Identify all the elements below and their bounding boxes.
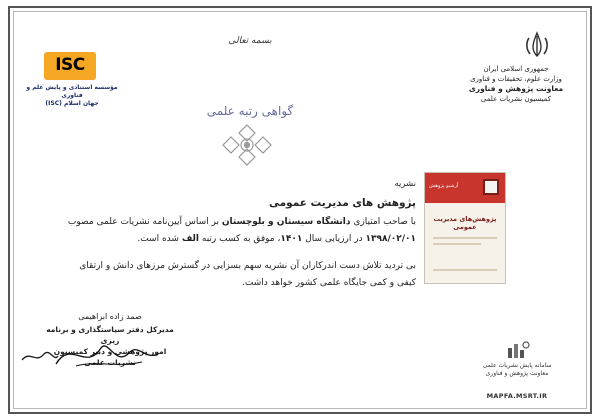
ornament-icon [218,122,276,168]
isc-caption [26,84,118,108]
body-line-2-c: شده است. [137,234,179,244]
bismillah-calligraphy: بسمه تعالی [228,36,272,46]
cover-title: پژوهش‌های مدیریت عمومی [433,215,497,231]
body-para2-line-1: بی تردید تلاش دست اندرکاران آن نشریه سهم بسزایی در گسترش مرزهای دانش و ارتقای [79,261,416,271]
ministry-line-3: معاونت پژوهش و فناوری [468,84,564,93]
paragraph-gap [36,248,416,258]
ministry-line-1: جمهوری اسلامی ایران [483,65,549,73]
body-line-1 [36,214,416,231]
iran-emblem-icon [522,30,552,60]
isc-logo [44,52,96,80]
footer-caption-line-1: سامانه پایش نشریات علمی [482,362,552,369]
footer-caption [464,362,570,378]
university-name: دانشگاه سیستان و بلوچستان [221,217,351,227]
ministry-line-2: وزارت علوم، تحقیقات و فناوری [470,75,562,83]
body-line-2-b: ، موفق به کسب رتبه [201,234,281,244]
body-line-2 [36,231,416,248]
body-para2-line-2: کیفی و کمی جایگاه علمی کشور خواهد داشت. [242,278,416,288]
signatory-name: صمد زاده ابراهیمی [78,312,142,321]
certificate-body [36,176,416,292]
cover-line [433,237,497,239]
journal-cover-image [424,172,506,284]
isc-logo-text: ISC [55,55,85,75]
footer-site-code: MAPFA.MSRT.IR [486,392,548,400]
cover-line [433,269,497,271]
signatory-role-line-2: امور پژوهشی و دبیر کمیسیون [53,347,167,356]
rank-value: الف [181,234,199,244]
journal-label: نشریه [394,179,416,189]
body-line-1-b: بر اساس آیین‌نامه نشریات علمی مصوب [67,217,219,227]
cover-logo-square [483,179,499,195]
signatory-role-line-1: مدیرکل دفتر سیاستگذاری و برنامه ریزی [46,325,174,345]
approval-date: ۱۳۹۸/۰۲/۰۱ [365,234,416,244]
ministry-header [468,64,564,104]
certificate-title: گواهی رتبه علمی [206,104,294,118]
body-line-1-a: با صاحب امتیازی [353,217,416,227]
evaluation-year: ۱۴۰۱ [280,234,303,244]
body-line-2-a: در ارزیابی سال [305,234,363,244]
cover-band-text: آرشیو پژوهش [429,183,459,189]
cover-line [433,243,481,245]
handwritten-signature [46,334,166,374]
footer-caption-line-2: معاونت پژوهش و فناوری [485,370,549,377]
isc-caption-line-1: مؤسسه استنادی و پایش علم و فناوری [26,84,118,99]
mapfa-logo-icon [506,340,530,360]
stamp-mark [20,346,60,366]
ministry-line-4: کمیسیون نشریات علمی [480,95,552,103]
isc-caption-line-2: جهان اسلام (ISC) [45,100,99,107]
journal-name: پژوهش های مدیریت عمومی [269,197,416,209]
signatory-role-line-3: نشریات علمی [84,358,136,367]
